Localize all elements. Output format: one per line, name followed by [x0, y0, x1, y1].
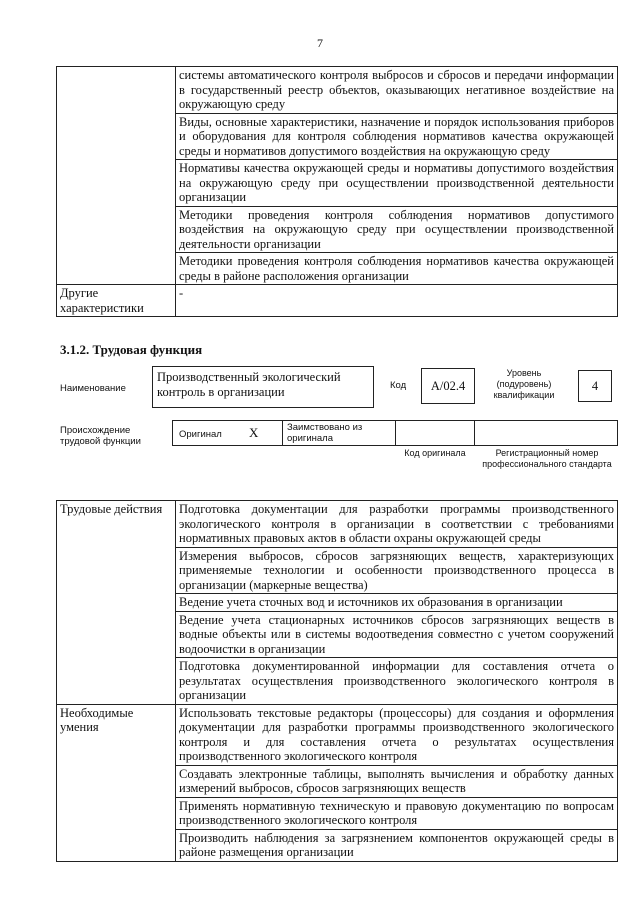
level-value: 4 — [591, 379, 599, 393]
original-mark: X — [249, 425, 259, 440]
skill-item: Создавать электронные таблицы, выполнять вычисления и обработку данных измерений выбросов, сбросов загрязняющих веществ — [176, 765, 618, 797]
original-code-cell — [395, 420, 475, 446]
reg-number-caption: Регистрационный номер профессионального стандарта — [482, 448, 612, 469]
knowledge-item: Методики проведения контроля соблюдения нормативов допустимого воздействия на окружающую среду при осуществлении производственной деятельности организации — [176, 206, 618, 253]
skill-item: Применять нормативную техническую и правовую документацию по вопросам производственного экологического контроля — [176, 797, 618, 829]
action-item: Измерения выбросов, сбросов загрязняющих веществ, характеризующих применяемые технологии и особенности производственного процесса в организации (маркерные вещества) — [176, 547, 618, 594]
knowledge-item: Виды, основные характеристики, назначение и порядок использования приборов и оборудования для контроля соблюдения нормативов качества окружающей среды и нормативов допустимого воздействия на окружающую среду — [176, 113, 618, 160]
function-name: Производственный экологический контроль в организации — [157, 370, 341, 399]
section-title: 3.1.2. Трудовая функция — [60, 342, 203, 357]
left-label-cell — [57, 67, 176, 285]
knowledge-item: системы автоматического контроля выбросов и сбросов и передачи информации в государственный реестр объектов, оказывающих негативное воздействие на окружающую среду — [176, 67, 618, 114]
reg-number-cell — [474, 420, 618, 446]
skill-item: Производить наблюдения за загрязнением компонентов окружающей среды в районе размещения организации — [176, 829, 618, 861]
page-number: 7 — [317, 36, 323, 50]
action-item: Ведение учета стационарных источников сбросов загрязняющих веществ в водные объекты или в системы водоотведения совместно с учетом сооружений водоочистки в организации — [176, 611, 618, 658]
skills-label: Необходимые умения — [57, 704, 176, 861]
actions-skills-table — [56, 500, 618, 862]
code-label: Код — [390, 380, 407, 391]
other-characteristics-value: - — [176, 285, 618, 317]
name-label: Наименование — [60, 383, 126, 394]
action-item: Ведение учета сточных вод и источников их образования в организации — [176, 594, 618, 612]
original-code-caption: Код оригинала — [404, 448, 466, 458]
level-box — [578, 370, 612, 402]
code-box — [421, 368, 475, 404]
borrowed-cell — [282, 420, 396, 446]
skill-item: Использовать текстовые редакторы (процессоры) для создания и оформления документации для разработки программы производственного экологического контроля и для составления отчета о результатах осуществления производственного экологического контроля — [176, 704, 618, 765]
borrowed-label: Заимствовано из оригинала — [287, 422, 363, 444]
original-cell — [172, 420, 287, 446]
level-label: Уровень (подуровень) квалификации — [493, 368, 555, 400]
table-row — [57, 67, 618, 114]
original-label: Оригинал — [179, 429, 222, 440]
function-name-box — [152, 366, 374, 408]
actions-label: Трудовые действия — [57, 501, 176, 705]
knowledge-table — [56, 66, 618, 317]
origin-label: Происхождение трудовой функции — [60, 425, 141, 447]
knowledge-item: Нормативы качества окружающей среды и нормативы допустимого воздействия на окружающую среду при осуществлении производственной деятельности организации — [176, 160, 618, 207]
table-row — [57, 704, 618, 765]
table-row — [57, 285, 618, 317]
table-row — [57, 501, 618, 548]
action-item: Подготовка документированной информации для составления отчета о результатах осуществления производственного экологического контроля в организации — [176, 658, 618, 705]
code-value: А/02.4 — [430, 379, 466, 393]
knowledge-item: Методики проведения контроля соблюдения нормативов качества окружающей среды в районе расположения организации — [176, 253, 618, 285]
other-characteristics-label: Другие характеристики — [57, 285, 176, 317]
action-item: Подготовка документации для разработки программы производственного экологического контроля в организации в соответствии с требованиями нормативных правовых актов в области охраны окружающей среды — [176, 501, 618, 548]
